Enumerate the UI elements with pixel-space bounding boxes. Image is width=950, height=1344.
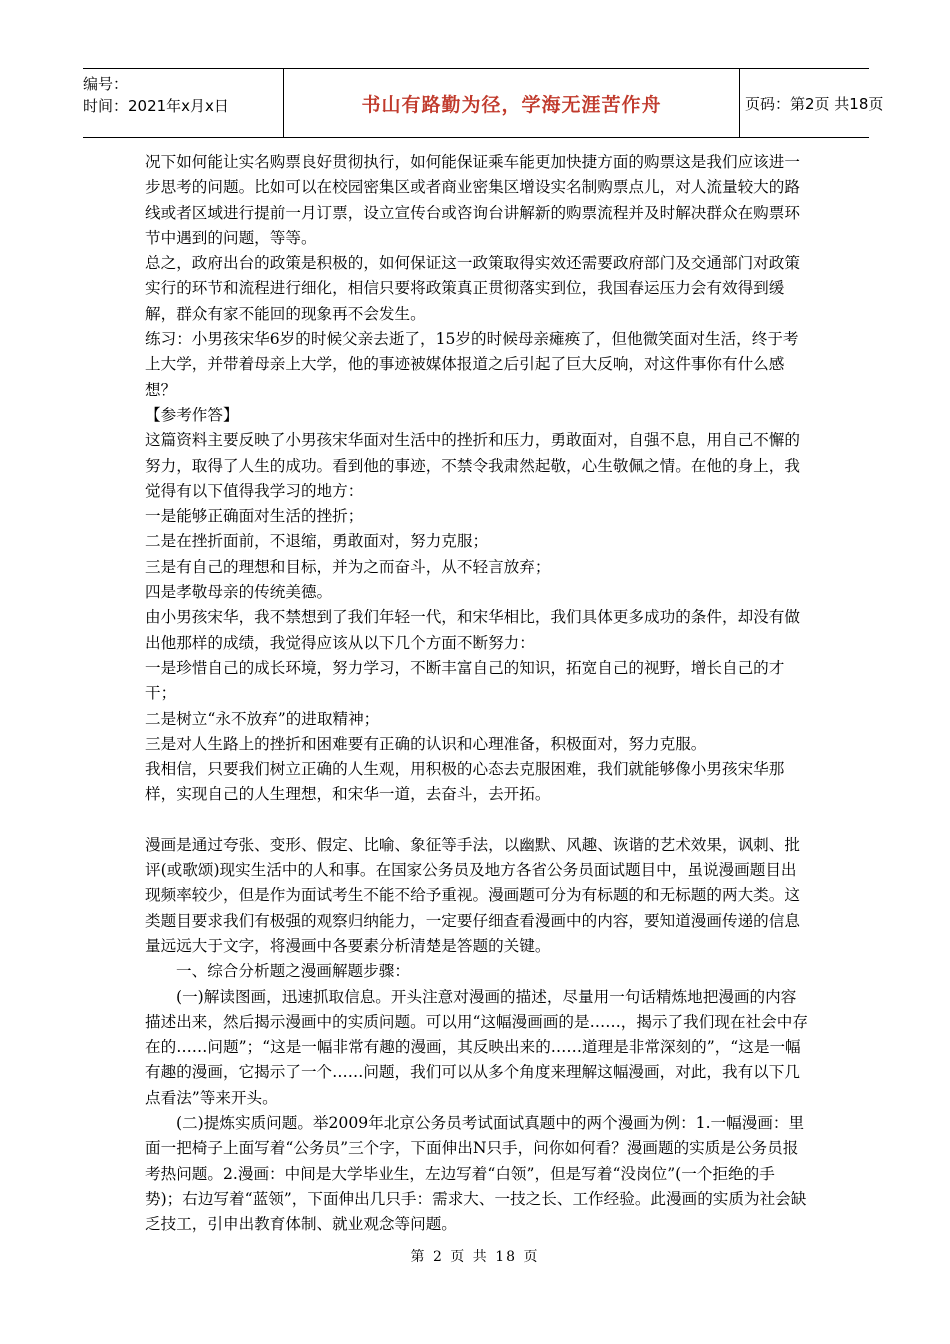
header-page-info: 页码：第2页 共18页: [745, 94, 884, 113]
body-paragraph: 漫画是通过夸张、变形、假定、比喻、象征等手法，以幽默、风趣、诙谐的艺术效果，讽刺、批评(或歌颂)现实生活中的人和事。在国家公务员及地方各省公务员面试题目中，虽说漫画题目出现频率较少，但是作为面试考生不能不给予重视。漫画题可分为有标题的和无标题的两大类。这类题目要求我们有极强的观察归纳能力，一定要仔细查看漫画中的内容，要知道漫画传递的信息量远远大于文字，将漫画中各要素分析清楚是答题的关键。: [145, 835, 800, 955]
list-item: 三是有自己的理想和目标，并为之而奋斗，从不轻言放弃；: [145, 557, 551, 576]
list-item: 一是珍惜自己的成长环境，努力学习，不断丰富自己的知识，拓宽自己的视野，增长自己的才干；: [145, 658, 785, 703]
body-paragraph: (一)解读图画，迅速抓取信息。开头注意对漫画的描述，尽量用一句话精炼地把漫画的内容描述出来，然后揭示漫画中的实质问题。可以用“这幅漫画画的是……，揭示了我们现在社会中存在的……问题”；“这是一幅非常有趣的漫画，其反映出来的……道理是非常深刻的”，“这是一幅有趣的漫画，它揭示了一个……问题，我们可以从多个角度来理解这幅漫画，对此，我有以下几点看法”等来开头。: [145, 987, 808, 1107]
list-item: 一是能够正确面对生活的挫折；: [145, 507, 364, 526]
document-number-label: 编号：: [83, 75, 129, 93]
section-heading: 一、综合分析题之漫画解题步骤：: [176, 962, 410, 981]
paragraph-spacer: [145, 808, 810, 833]
body-paragraph: 我相信，只要我们树立正确的人生观，用积极的心态去克服困难，我们就能够像小男孩宋华那样，实现自己的人生理想，和宋华一道，去奋斗，去开拓。: [145, 760, 785, 804]
document-time-label: 时间：2021年x月x日: [83, 97, 229, 115]
list-item: 四是孝敬母亲的传统美德。: [145, 583, 333, 602]
header-motto-cell: [283, 69, 740, 137]
page-footer: 第 2 页 共 18 页: [410, 1249, 540, 1265]
list-item: 二是树立“永不放弃”的进取精神；: [145, 709, 380, 728]
header-meta: [83, 69, 283, 137]
body-paragraph: (二)提炼实质问题。举2009年北京公务员考试面试真题中的两个漫画为例：1.一幅漫画：里面一把椅子上面写着“公务员”三个字，下面伸出N只手，问你如何看？漫画题的实质是公务员报考热问题。2.漫画：中间是大学毕业生，左边写着“白领”，但是写着“没岗位”(一个拒绝的手势)；右边写着“蓝领”，下面伸出几只手：需求大、一技之长、工作经验。此漫画的实质为社会缺乏技工，引申出教育体制、就业观念等问题。: [145, 1113, 807, 1234]
body-paragraph: 总之，政府出台的政策是积极的，如何保证这一政策取得实效还需要政府部门及交通部门对政策实行的环节和流程进行细化，相信只要将政策真正贯彻落实到位，我国春运压力会有效得到缓解，群众有家不能回的现象再不会发生。: [145, 254, 800, 323]
body-paragraph: 这篇资料主要反映了小男孩宋华面对生活中的挫折和压力，勇敢面对，自强不息，用自己不懈的努力，取得了人生的成功。看到他的事迹，不禁令我肃然起敬，心生敬佩之情。在他的身上，我觉得有以下值得我学习的地方：: [145, 431, 800, 500]
list-item: 二是在挫折面前，不退缩，勇敢面对，努力克服；: [145, 532, 489, 551]
body-paragraph: 况下如何能让实名购票良好贯彻执行，如何能保证乘车能更加快捷方面的购票这是我们应该进一步思考的问题。比如可以在校园密集区或者商业密集区增设实名制购票点儿，对人流量较大的路线或者区域进行提前一月订票，设立宣传台或咨询台讲解新的购票流程并及时解决群众在购票环节中遇到的问题，等等。: [145, 153, 800, 247]
body-paragraph: 由小男孩宋华，我不禁想到了我们年轻一代，和宋华相比，我们具体更多成功的条件，却没有做出他那样的成绩，我觉得应该从以下几个方面不断努力：: [145, 608, 800, 652]
header-motto: 书山有路勤为径，学海无涯苦作舟: [361, 93, 662, 116]
page-header: [83, 68, 884, 138]
document-body: [145, 150, 810, 1237]
list-item: 三是对人生路上的挫折和困难要有正确的认识和心理准备，积极面对，努力克服。: [145, 734, 707, 753]
exercise-question: 练习：小男孩宋华6岁的时候父亲去逝了，15岁的时候母亲瘫痪了，但他微笑面对生活，终于考上大学，并带着母亲上大学，他的事迹被媒体报道之后引起了巨大反响，对这件事你有什么感想？: [145, 330, 799, 399]
reference-answer-heading: 【参考作答】: [145, 405, 239, 424]
